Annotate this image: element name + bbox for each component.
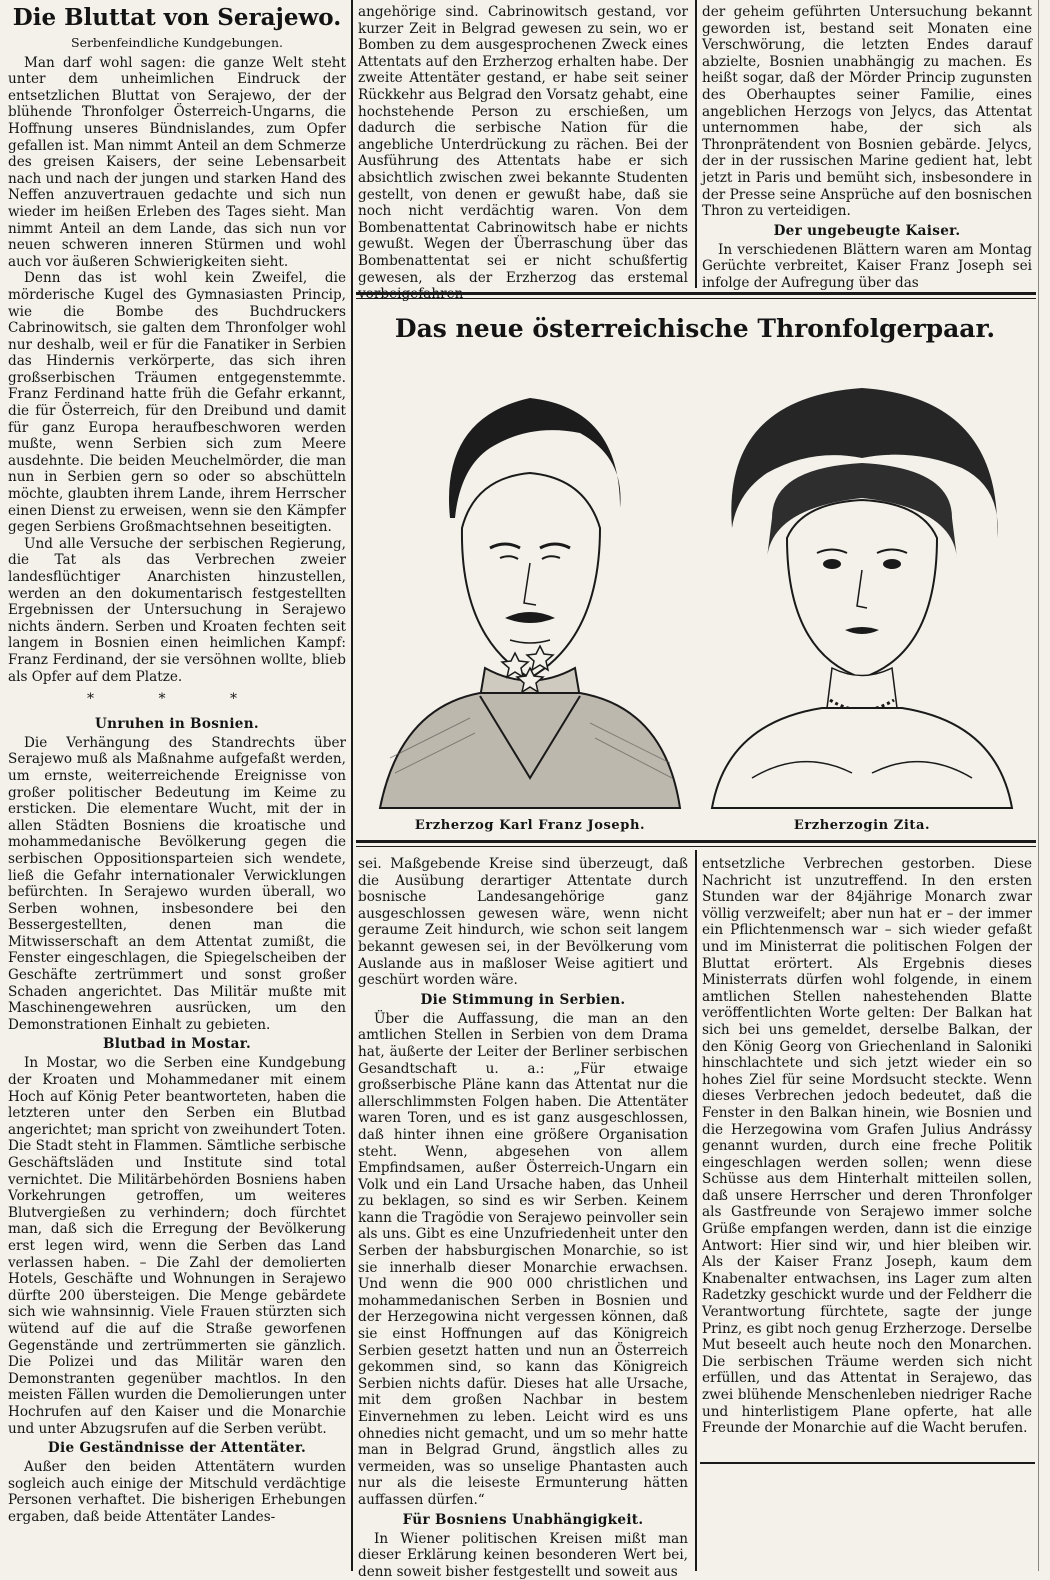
paragraph: sei. Maßgebende Kreise sind überzeugt, daß die Ausübung derartiger Attentate durch bosnische Landesangehörige ganz ausgeschlossen gewesen wäre, wenn nicht geraume Zeit hindurch, wie schon seit langem bekannt gewesen sei, in der Bevölkerung vom Auslande aus in maßloser Weise agitiert und geschürt worden wäre. xyxy=(358,856,688,989)
section-heading: Unruhen in Bosnien. xyxy=(95,715,259,732)
column-rule xyxy=(351,0,353,1571)
section-divider-stars: * * * xyxy=(87,691,267,708)
section-heading: Für Bosniens Unabhängigkeit. xyxy=(402,1511,644,1528)
portrait-zita xyxy=(712,378,1012,808)
feature-top-rule xyxy=(356,292,1036,295)
section-heading: Der ungebeugte Kaiser. xyxy=(773,222,961,239)
article-subtitle: Serbenfeindliche Kundgebungen. xyxy=(71,35,283,50)
end-rule xyxy=(700,1462,1035,1464)
right-edge-rule xyxy=(1038,0,1039,1571)
paragraph: der geheim geführten Untersuchung bekannt geworden ist, bestand seit Monaten eine Verschwörung, die letzten Endes darauf abzielte, Bosnien unabhängig zu machen. Es heißt sogar, daß der Mörder Princip zugunsten des Oberhauptes seiner Familie, eines angeblichen Herzogs von Jelycs, das Attentat unternommen habe, der sich als Thronprätendent von Bosnien gebärde. Jelycs, der in der russischen Marine gedient hat, lebt jetzt in Paris und bemüht sich, insbesondere in der Presse seine Ansprüche auf den bosnischen Thron zu verteidigen. xyxy=(702,4,1032,220)
paragraph: Und alle Versuche der serbischen Regierung, die Tat als das Verbrechen zweier landesflüchtiger Anarchisten hinzustellen, werden an den dokumentarisch festgestellten Ergebnissen der Untersuchung in Serajewo nichts ändern. Serben und Kroaten fechten seit langem in Bosnien einen heimlichen Kampf: Franz Ferdinand, der sie versöhnen wollte, blieb als Opfer auf dem Platze. xyxy=(8,535,346,685)
paragraph: In Mostar, wo die Serben eine Kundgebung der Kroaten und Mohammedaner mit einem Hoch auf König Peter beantworteten, haben die letzteren unter den Serben ein Blutbad angerichtet; man spricht von zweihundert Toten. Die Stadt steht in Flammen. Sämtliche serbische Geschäftsläden und Institute sind total vernichtet. Die Militärbehörden Bosniens haben Vorkehrungen getroffen, um weiteres Blutvergießen zu verhindern; doch fürchtet man, daß sich die Erregung der Bevölkerung erst legen wird, wenn die Serben das Land verlassen haben. – Die Zahl der demolierten Hotels, Geschäfte und Wohnungen in Serajewo dürfte 200 übersteigen. Die Menge gebärdete sich wie wahnsinnig. Viele Frauen stürzten sich wütend auf die auf die Straße geworfenen Gegenstände und zertrümmerten sie gänzlich. Die Polizei und das Militär waren den Demonstranten gegenüber machtlos. In den meisten Fällen wurden die Demolierungen unter Hochrufen auf den Kaiser und die Monarchie und unter Abzugsrufen auf die Serben verübt. xyxy=(8,1055,346,1437)
column-3-top xyxy=(702,4,1032,291)
feature-bottom-rule-thin xyxy=(356,846,1036,847)
paragraph: In Wiener politischen Kreisen mißt man dieser Erklärung keinen besonderen Wert bei, denn soweit bisher festgestellt und soweit aus xyxy=(358,1530,688,1580)
column-rule xyxy=(695,0,697,288)
column-1 xyxy=(8,2,346,1570)
portrait-karl xyxy=(380,378,680,808)
section-heading: Die Stimmung in Serbien. xyxy=(420,991,626,1008)
column-2-top xyxy=(358,4,688,284)
section-heading: Die Geständnisse der Attentäter. xyxy=(47,1440,307,1457)
feature-top-rule-thin xyxy=(356,298,1036,299)
column-2-bottom xyxy=(358,856,688,1580)
article-title: Die Bluttat von Serajewo. xyxy=(12,4,342,31)
column-rule xyxy=(695,850,697,1571)
paragraph: angehörige sind. Cabrinowitsch gestand, vor kurzer Zeit in Belgrad gewesen zu sein, wo er Bomben zu dem ausgesprochenen Zweck eines Attentats auf den Erzherzog erhalten habe. Der zweite Attentäter gestand, er habe seit seiner Rückkehr aus Belgrad den Vorsatz gehabt, eine hochstehende Person zu erschießen, um dadurch die serbische Nation für die angebliche Unterdrückung zu rächen. Bei der Ausführung des Attentats habe er sich absichtlich zwischen zwei bekannte Studenten gestellt, von denen er gewußt habe, daß sie noch nicht verdächtig waren. Von dem Bombenattentat Cabrinowitsch habe er nichts gewußt. Wegen der Überraschung über das Bombenattentat sei er nicht schußfertig gewesen, als der Erzherzog das erstemal xyxy=(358,4,688,286)
column-3-bottom xyxy=(702,856,1032,1456)
caption-right: Erzherzogin Zita. xyxy=(793,818,931,833)
feature-bottom-rule xyxy=(356,840,1036,843)
paragraph: Außer den beiden Attentätern wurden sogleich auch einige der Mitschuld verdächtige Personen verhaftet. Die bisherigen Erhebungen ergaben, daß beide Attentäter Landes- xyxy=(8,1459,346,1525)
paragraph: Man darf wohl sagen: die ganze Welt steht unter dem unheimlichen Eindruck der entsetzlichen Bluttat von Serajewo, der der blühende Thronfolger Österreich-Ungarns, die Hoffnung unseres Bündnislandes, zum Opfer gefallen ist. Man nimmt Anteil an dem Schmerze des greisen Kaisers, der seine Lebensarbeit nach und nach der jungen und starken Hand des Neffen anzuvertrauen gedachte und sich nun wieder im heißen Erleben des Tages sieht. Man nimmt Anteil an dem Lande, das sich nun vor neuen schweren inneren Stürmen und wohl auch vor äußeren Schwierigkeiten sieht. xyxy=(8,54,346,270)
paragraph: entsetzliche Verbrechen gestorben. Diese Nachricht ist unzutreffend. In den ersten Stunden war der 84jährige Monarch zwar völlig verzweifelt; aber nun hat er – der immer ein Pflichtenmensch war – sich wieder gefaßt und im Ministerrat die politischen Folgen der Bluttat erörtert. Als Ergebnis dieses Ministerrats dürfen wohl folgende, in einem amtlichen Stellen nahestehenden Blatte veröffentlichten Worte gelten: Der Balkan hat sich bei uns gemeldet, derselbe Balkan, der den König Georg von Griechenland in Saloniki hinschlachtete und sich jetzt wieder ein so hohes Ziel für seine Mordsucht steckte. Wenn dieses Verbrechen jedoch bedeutet, daß die Fenster in den Balkan hinein, wie Bosnien und die Herzegowina vom Grafen Julius Andrássy genannt wurden, durch eine freche Politik eingeschlagen werden sollen; wenn diese Schüsse aus dem Hinterhalt mitteilen sollen, daß unsere Herrscher und deren Thronfolger als Gastfreunde von Serajewo immer solche Grüße empfangen werden, dann ist die einzige Antwort: Hier sind wir, und hier bleiben wir. Als der Kaiser Franz Joseph, kaum dem Knabenalter entwachsen, ins Lager zum alten Radetzky geschickt wurde und der Feldherr die Verantwortung fürchtete, sagte der junge Prinz, es gibt noch genug Erzherzoge. Derselbe Mut beseelt auch heute noch den Monarchen. Die serbischen Träume werden sich nicht erfüllen, und das Attentat in Serajewo, das zwei blühende Menschenleben niedriger Rache und hinterlistigem Plane opferte, hat alle Freunde der Monarchie auf die Wacht berufen. xyxy=(702,856,1032,1437)
paragraph: Denn das ist wohl kein Zweifel, die mörderische Kugel des Gymnasiasten Princip, wie die Bombe des Buchdruckers Cabrinowitsch, sie galten dem Thronfolger wohl nur deshalb, weil er für die Fanatiker in Serbien das Hindernis verkörperte, das sich ihren großserbischen Träumen entgegenstemmte. Franz Ferdinand hatte früh die Gefahr erkannt, die für Österreich, für den Dreibund und damit für ganz Europa heraufbeschworen werden mußte, wenn Serbien sich zum Meere ausdehnte. Die beiden Meuchelmörder, die man nun in Serbien gern so oder so abschütteln möchte, glaubten ihrem Lande, ihrem Herrscher einen Dienst zu erweisen, wenn sie den Kämpfer gegen Serbiens Großmachtsehnen beseitigten. xyxy=(8,270,346,536)
paragraph: Die Verhängung des Standrechts über Serajewo muß als Maßnahme aufgefaßt werden, um ernste, weiterreichende Ereignisse von großer politischer Bedeutung im Keime zu ersticken. Die elementare Wucht, mit der in allen Städten Bosniens die kroatische und mohammedanische Bevölkerung gegen die serbischen Oppositionsparteien sich wendete, ließ die Gefahr internationaler Verwicklungen befürchten. In Serajewo wurden überall, wo Serben wohnen, insbesondere bei den Bessergestellten, denen man die Mitwisserschaft an dem Attentat zumißt, die Fenster eingeschlagen, die Spiegelscheiben der Geschäfte zertrümmert und sonst großer Schaden angerichtet. Das Militär mußte mit Maschinengewehren ausrücken, um den Demonstrationen Einhalt zu gebieten. xyxy=(8,734,346,1033)
section-heading: Blutbad in Mostar. xyxy=(102,1036,252,1053)
paragraph: Über die Auffassung, die man an den amtlichen Stellen in Serbien von dem Drama hat, äußerte der Leiter der Berliner serbischen Gesandtschaft u. a.: „Für etwaige großserbische Pläne kann das Attentat nur die allerschlimmsten Folgen haben. Die Attentäter waren Toren, und es ist ganz ausgeschlossen, daß hinter ihnen eine größere Organisation steht. Wenn, abgesehen von allem Empfindsamen, außer Österreich-Ungarn ein Volk und ein Land Ursache haben, das Unheil zu beklagen, so sind es wir Serben. Keinem kann die Tragödie von Serajewo peinvoller sein als uns. Gibt es eine Unzufriedenheit unter den Serben der habsburgischen Monarchie, so ist sie innerhalb dieser Monarchie erwachsen. Und wenn die 900 000 christlichen und mohammedanischen Serben in Bosnien und der Herzegowina nicht vergessen können, daß sie einst Hoffnungen auf das Königreich Serbien gesetzt hatten und nun an Österreich gekommen sind, so kann das Königreich Serbien nichts dafür. Dieses hat alle Ursache, mit dem großen Nachbar in bestem Einvernehmen zu leben. Leicht wird es uns ohnedies nicht gemacht, und um so mehr hatte man in Belgrad Grund, ängstlich alles zu vermeiden, was so unselige Phantasten auch nur als die leiseste Ermunterung hätten auffassen dürfen.“ xyxy=(358,1010,688,1508)
caption-left: Erzherzog Karl Franz Joseph. xyxy=(414,818,646,833)
paragraph: In verschiedenen Blättern waren am Montag Gerüchte verbreitet, Kaiser Franz Joseph sei infolge der Aufregung über das xyxy=(702,241,1032,291)
feature-title: Das neue österreichische Thronfolgerpaar. xyxy=(394,314,996,343)
